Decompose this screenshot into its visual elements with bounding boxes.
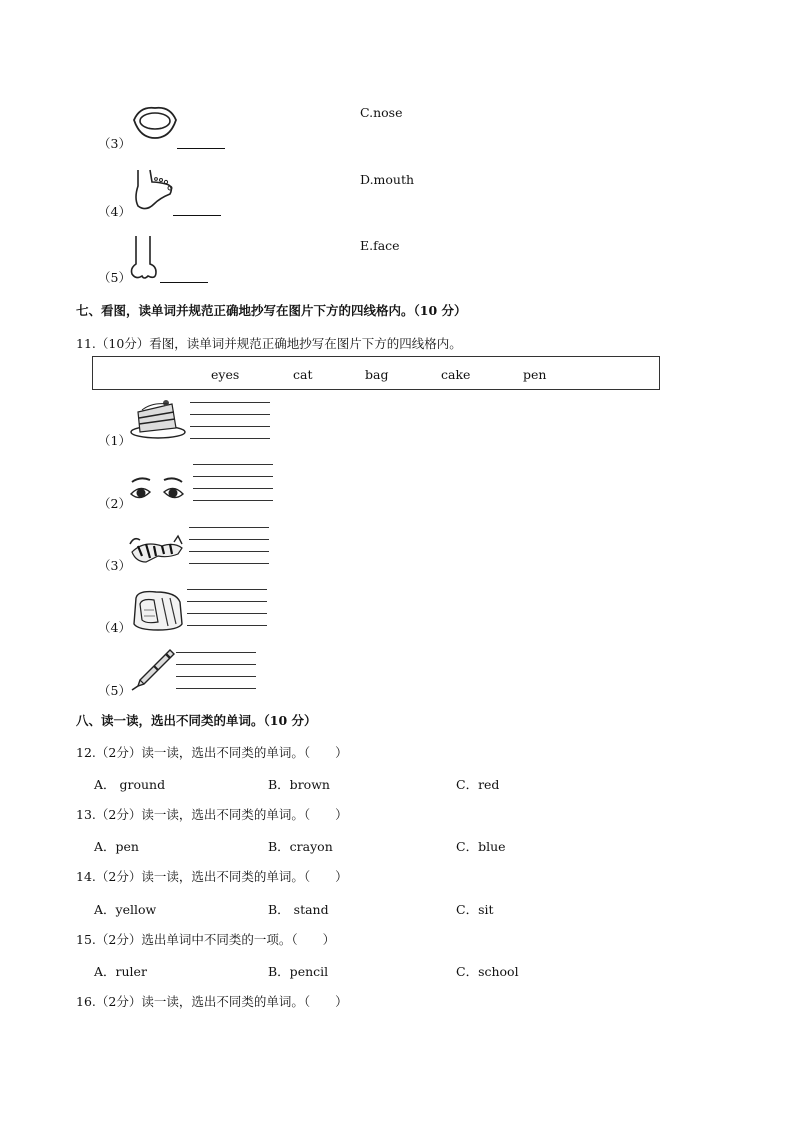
question-stem: 16.（2分）读一读，选出不同类的单词。（ ）	[76, 994, 348, 1009]
four-line-grid[interactable]	[193, 464, 273, 504]
option-label: C.nose	[360, 105, 403, 120]
cake-picture	[128, 398, 186, 440]
option-label: E.face	[360, 238, 400, 253]
section-heading: 七、看图，读单词并规范正确地抄写在图片下方的四线格内。（10 分）	[76, 303, 467, 318]
question-stem: 14.（2分）读一读，选出不同类的单词。（ ）	[76, 869, 348, 884]
option-b[interactable]: B． stand	[268, 902, 329, 917]
option-a[interactable]: A．pen	[94, 839, 139, 854]
word-bank-word: eyes	[211, 367, 240, 382]
word-bank	[92, 356, 660, 390]
option-b[interactable]: B．brown	[268, 777, 330, 792]
four-line-grid[interactable]	[176, 652, 256, 692]
item-number: （4）	[98, 204, 131, 219]
answer-blank[interactable]	[173, 215, 221, 216]
four-line-grid[interactable]	[190, 402, 270, 442]
option-c[interactable]: C．red	[456, 777, 500, 792]
four-line-grid[interactable]	[187, 589, 267, 629]
option-c[interactable]: C．school	[456, 964, 519, 979]
option-a[interactable]: A． ground	[94, 777, 166, 792]
option-label: D.mouth	[360, 172, 415, 187]
item-number: （1）	[98, 433, 131, 448]
item-number: （5）	[98, 270, 131, 285]
question-stem: 12.（2分）读一读，选出不同类的单词。（ ）	[76, 745, 348, 760]
option-a[interactable]: A．yellow	[94, 902, 157, 917]
eyes-picture	[128, 474, 186, 506]
option-b[interactable]: B．pencil	[268, 964, 329, 979]
cat-picture	[128, 532, 186, 566]
pen-picture	[130, 648, 174, 692]
four-line-grid[interactable]	[189, 527, 269, 567]
question-stem: 11.（10分）看图，读单词并规范正确地抄写在图片下方的四线格内。	[76, 336, 462, 351]
foot-picture	[130, 168, 174, 212]
word-bank-word: pen	[523, 367, 547, 382]
item-number: （4）	[98, 620, 131, 635]
option-a[interactable]: A．ruler	[94, 964, 147, 979]
nose-picture	[128, 234, 160, 284]
word-bank-word: cat	[293, 367, 313, 382]
mouth-picture	[132, 104, 178, 140]
question-stem: 15.（2分）选出单词中不同类的一项。（ ）	[76, 932, 336, 947]
option-b[interactable]: B．crayon	[268, 839, 333, 854]
item-number: （5）	[98, 683, 131, 698]
option-c[interactable]: C．blue	[456, 839, 506, 854]
word-bank-word: bag	[365, 367, 389, 382]
question-stem: 13.（2分）读一读，选出不同类的单词。（ ）	[76, 807, 348, 822]
answer-blank[interactable]	[177, 148, 225, 149]
item-number: （3）	[98, 136, 131, 151]
option-c[interactable]: C．sit	[456, 902, 494, 917]
bag-picture	[128, 588, 184, 632]
answer-blank[interactable]	[160, 282, 208, 283]
section-heading: 八、读一读，选出不同类的单词。（10 分）	[76, 713, 317, 728]
item-number: （2）	[98, 496, 131, 511]
item-number: （3）	[98, 558, 131, 573]
word-bank-word: cake	[441, 367, 471, 382]
